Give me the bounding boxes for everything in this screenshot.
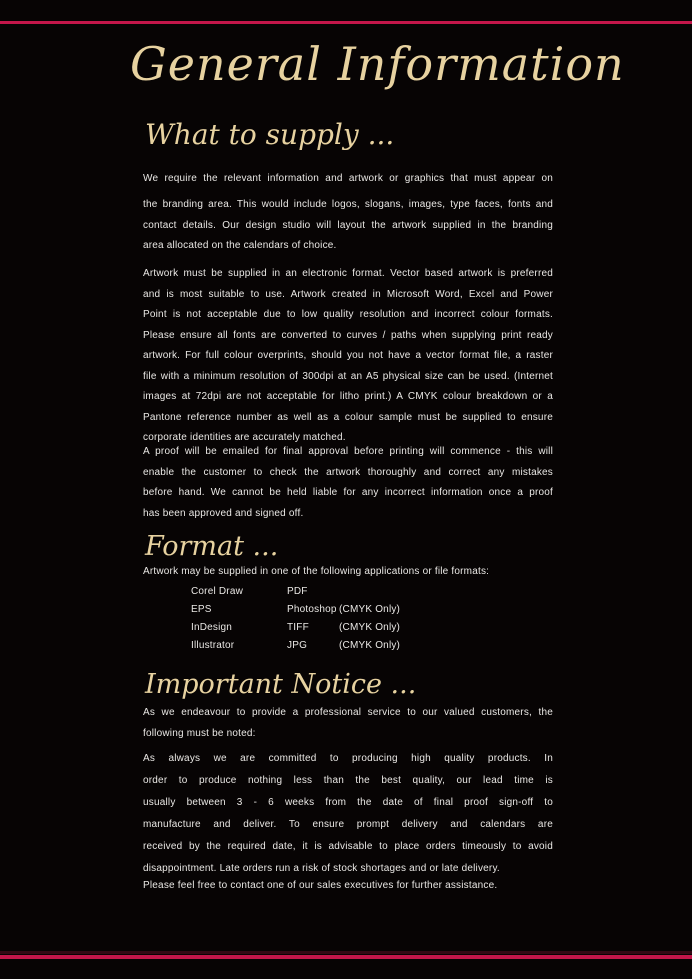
text-line: Artwork must be supplied in an electronic format. Vector based artwork is preferred [143,268,553,279]
bottom-accent-rule [0,955,692,959]
format-table-row [143,583,553,601]
what-to-supply-heading: What to supply ... [145,118,395,151]
text-line: As we endeavour to provide a professional service to our valued customers, the [143,707,553,718]
paragraph [143,702,553,744]
format-table-cell: (CMYK Only) [339,640,401,651]
format-table-row [143,637,553,655]
text-line: A proof will be emailed for final approval before printing will commence - this will [143,446,553,457]
format-table-cell: TIFF [287,622,309,633]
text-line: corporate identities are accurately matched. [143,432,346,443]
text-line: manufacture and deliver. To ensure prompt delivery and calendars are [143,819,553,830]
text-line: received by the required date, it is advisable to place orders timeously to avoid [143,841,553,852]
format-table-cell: InDesign [191,622,233,633]
page-title: General Information [130,37,625,91]
text-line: has been approved and signed off. [143,507,304,519]
text-line: images at 72dpi are not acceptable for litho print.) A CMYK colour breakdown or a [143,391,553,402]
text-line: As always we are committed to producing high quality products. In [143,753,553,764]
text-line: Point is not acceptable due to low quality resolution and incorrect colour formats. [143,309,553,320]
paragraph [143,169,553,190]
text-line: artwork. For full colour overprints, should you not have a vector format file, a raster [143,350,553,361]
text-line: disappointment. Late orders run a risk of stock shortages and or late delivery. [143,863,500,874]
text-line: contact details. Our design studio will layout the artwork supplied in the branding [143,219,553,231]
format-table-cell: Illustrator [191,640,235,651]
text-line: the branding area. This would include logos, slogans, images, type faces, fonts and [143,199,553,210]
format-table-cell [339,583,553,601]
important-notice-heading: Important Notice ... [145,669,417,700]
format-table-cell: JPG [287,640,308,651]
paragraph [143,264,553,449]
top-accent-rule [0,21,692,24]
text-line: usually between 3 - 6 weeks from the date of final proof sign-off to [143,797,553,808]
format-table-cell: (CMYK Only) [339,604,401,615]
format-heading: Format ... [145,531,279,562]
paragraph [143,875,553,896]
format-table-row [143,619,553,637]
paragraph [143,195,553,257]
format-table [143,583,553,655]
format-table-cell: PDF [287,586,308,597]
format-table-row [143,601,553,619]
bottom-accent-rule-faint [0,951,692,954]
text-line: and is most suitable to use. Artwork created in Microsoft Word, Excel and Power [143,288,553,300]
text-line: order to produce nothing less than the best quality, our lead time is [143,775,553,786]
text-line: We require the relevant information and artwork or graphics that must appear on [143,173,553,184]
text-line: Pantone reference number as well as a colour sample must be supplied to ensure [143,411,553,423]
format-intro: Artwork may be supplied in one of the following applications or file formats: [143,566,490,577]
format-table-cell: Corel Draw [191,586,244,597]
format-table-cell: Photoshop [287,604,337,615]
format-table-cell: (CMYK Only) [339,622,401,633]
format-table-cell: EPS [191,604,212,615]
text-line: enable the customer to check the artwork thoroughly and correct any mistakes [143,466,553,478]
text-line: Please ensure all fonts are converted to curves / paths when supplying print ready [143,329,553,341]
text-line: Please feel free to contact one of our sales executives for further assistance. [143,880,498,891]
text-line: area allocated on the calendars of choice. [143,240,337,251]
text-line: file with a minimum resolution of 300dpi at an A5 physical size can be used. (Internet [143,370,553,382]
text-line: before hand. We cannot be held liable for any incorrect information once a proof [143,487,553,498]
text-line: following must be noted: [143,728,256,739]
paragraph [143,748,553,880]
paragraph [143,442,553,524]
